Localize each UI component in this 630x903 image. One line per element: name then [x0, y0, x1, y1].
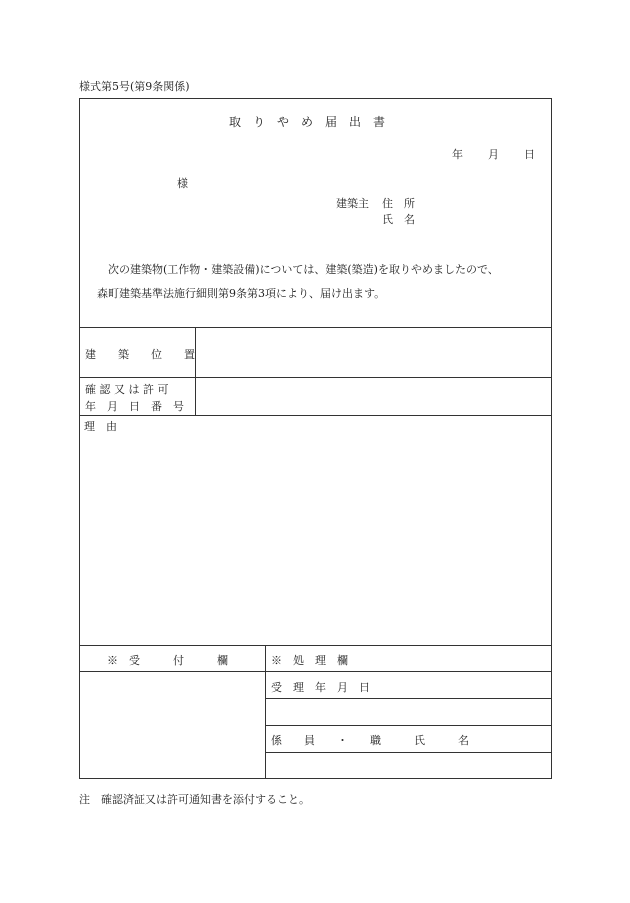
form-title: 取 り や め 届 出 書 — [229, 115, 386, 129]
received-date-label: 受 理 年 月 日 — [271, 681, 370, 694]
building-location-field[interactable] — [200, 331, 546, 373]
divider-reason-top — [79, 415, 552, 416]
divider-office-top — [79, 645, 552, 646]
confirmation-label-line1: 確 認 又 は 許 可 — [85, 383, 169, 396]
divider-confirmation-top — [79, 377, 552, 378]
staff-name-field[interactable] — [269, 756, 548, 776]
divider-received-date-value — [265, 725, 552, 726]
confirmation-field[interactable] — [200, 381, 546, 411]
divider-received-date — [265, 698, 552, 699]
reason-field[interactable] — [84, 436, 546, 640]
received-date-field[interactable] — [269, 702, 548, 722]
divider-label-column — [195, 327, 196, 415]
date-month-label: 月 — [488, 148, 499, 161]
staff-name-label: 係 員 ・ 職 氏 名 — [271, 734, 469, 747]
attachment-note: 注 確認済証又は許可通知書を添付すること。 — [79, 793, 310, 806]
body-text-line1: 次の建築物(工作物・建築設備)については、建築(築造)を取りやめましたので、 — [108, 263, 499, 276]
confirmation-label-line2: 年 月 日 番 号 — [85, 400, 184, 413]
building-location-label: 建 築 位 置 — [85, 348, 195, 361]
applicant-name-label: 氏 名 — [382, 213, 415, 226]
addressee-suffix: 様 — [177, 177, 188, 190]
reason-label: 理 由 — [84, 420, 117, 433]
processing-header: ※ 処 理 欄 — [271, 654, 348, 667]
applicant-role: 建築主 — [336, 197, 369, 210]
reception-header: ※ 受 付 欄 — [107, 654, 228, 667]
form-number: 様式第5号(第9条関係) — [79, 80, 190, 93]
divider-staff — [265, 752, 552, 753]
applicant-address-label: 住 所 — [382, 197, 415, 210]
divider-office-column — [265, 645, 266, 779]
date-year-label: 年 — [452, 148, 463, 161]
reception-stamp-area[interactable] — [83, 675, 261, 775]
divider-office-header — [79, 671, 552, 672]
divider-location-top — [79, 327, 552, 328]
body-text-line2: 森町建築基準法施行細則第9条第3項により、届け出ます。 — [97, 287, 386, 300]
date-day-label: 日 — [524, 148, 535, 161]
